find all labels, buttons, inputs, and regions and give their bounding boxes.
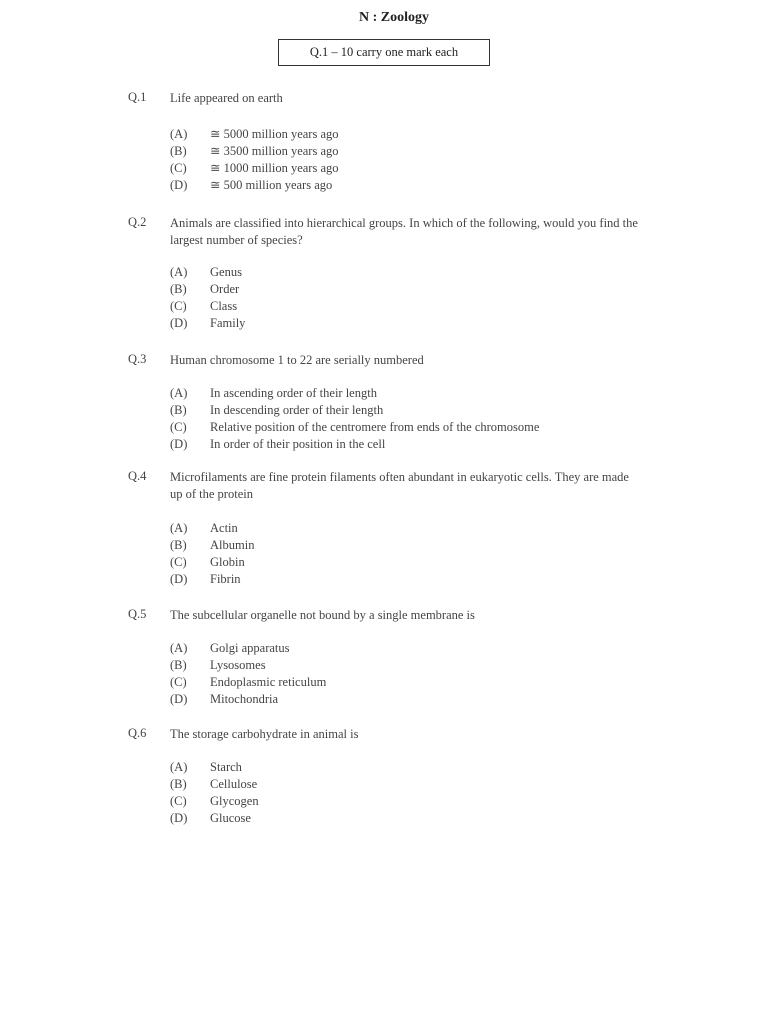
option-d [170,692,640,709]
option-d [170,437,640,454]
option-d [170,811,640,828]
option-list [170,641,640,709]
question-text: The storage carbohydrate in animal is [170,727,359,741]
option-text: Class [210,299,238,313]
option-a [170,265,640,282]
option-text: Lysosomes [210,658,266,672]
option-text: Relative position of the centromere from ends of the chromosome [210,420,540,434]
option-b [170,282,640,299]
option-text: Glucose [210,811,251,825]
option-c [170,420,640,437]
option-label: (D) [170,178,188,192]
option-c [170,794,640,811]
option-label: (B) [170,282,187,296]
option-a [170,386,640,403]
option-b [170,777,640,794]
question-text: Animals are classified into hierarchical groups. In which of the following, would you find the largest number of species? [170,216,638,247]
option-label: (B) [170,403,187,417]
option-a [170,760,640,777]
option-label: (C) [170,555,187,569]
option-label: (C) [170,420,187,434]
option-text: Endoplasmic reticulum [210,675,327,689]
option-label: (A) [170,641,188,655]
question-number: Q.5 [128,607,147,621]
question-number: Q.4 [128,469,147,483]
option-b [170,538,640,555]
option-text: Glycogen [210,794,259,808]
option-label: (D) [170,811,188,825]
option-d [170,177,640,194]
page-title: N : Zoology [359,10,429,25]
question-number: Q.2 [128,215,147,229]
option-label: (D) [170,572,188,586]
option-label: (B) [170,538,187,552]
option-label: (D) [170,437,188,451]
option-c [170,675,640,692]
option-b [170,143,640,160]
option-a [170,641,640,658]
option-text: ≅ 5000 million years ago [210,127,339,141]
option-label: (C) [170,675,187,689]
option-c [170,299,640,316]
option-label: (A) [170,265,188,279]
option-text: Fibrin [210,572,241,586]
option-b [170,658,640,675]
option-label: (C) [170,161,187,175]
option-text: Albumin [210,538,255,552]
option-c [170,160,640,177]
option-a [170,126,640,143]
option-list [170,760,640,828]
question-text: Microfilaments are fine protein filaments often abundant in eukaryotic cells. They are made up of the protein [170,470,629,501]
option-label: (B) [170,777,187,791]
option-text: ≅ 500 million years ago [210,178,333,192]
option-label: (A) [170,521,188,535]
option-d [170,316,640,333]
option-b [170,403,640,420]
option-a [170,521,640,538]
option-list [170,126,640,194]
question-number: Q.6 [128,726,147,740]
option-text: Golgi apparatus [210,641,290,655]
option-text: In order of their position in the cell [210,437,386,451]
option-label: (D) [170,316,188,330]
option-text: Globin [210,555,245,569]
option-label: (B) [170,144,187,158]
option-label: (C) [170,299,187,313]
question-number: Q.3 [128,352,147,366]
option-c [170,555,640,572]
option-text: In descending order of their length [210,403,384,417]
option-text: Order [210,282,240,296]
option-label: (A) [170,386,188,400]
question-text: Life appeared on earth [170,91,283,105]
option-label: (A) [170,760,188,774]
question-text: The subcellular organelle not bound by a single membrane is [170,608,475,622]
option-d [170,572,640,589]
option-list [170,521,640,589]
option-text: ≅ 3500 million years ago [210,144,339,158]
option-text: Mitochondria [210,692,279,706]
question-number: Q.1 [128,90,147,104]
option-list [170,386,640,454]
option-text: Actin [210,521,238,535]
option-list [170,265,640,333]
question-text: Human chromosome 1 to 22 are serially numbered [170,353,424,367]
option-text: Cellulose [210,777,258,791]
option-label: (C) [170,794,187,808]
option-text: Starch [210,760,242,774]
option-label: (A) [170,127,188,141]
option-text: ≅ 1000 million years ago [210,161,339,175]
marks-note-box: Q.1 – 10 carry one mark each [278,39,490,66]
option-text: Genus [210,265,242,279]
option-text: Family [210,316,246,330]
option-label: (B) [170,658,187,672]
option-text: In ascending order of their length [210,386,377,400]
option-label: (D) [170,692,188,706]
